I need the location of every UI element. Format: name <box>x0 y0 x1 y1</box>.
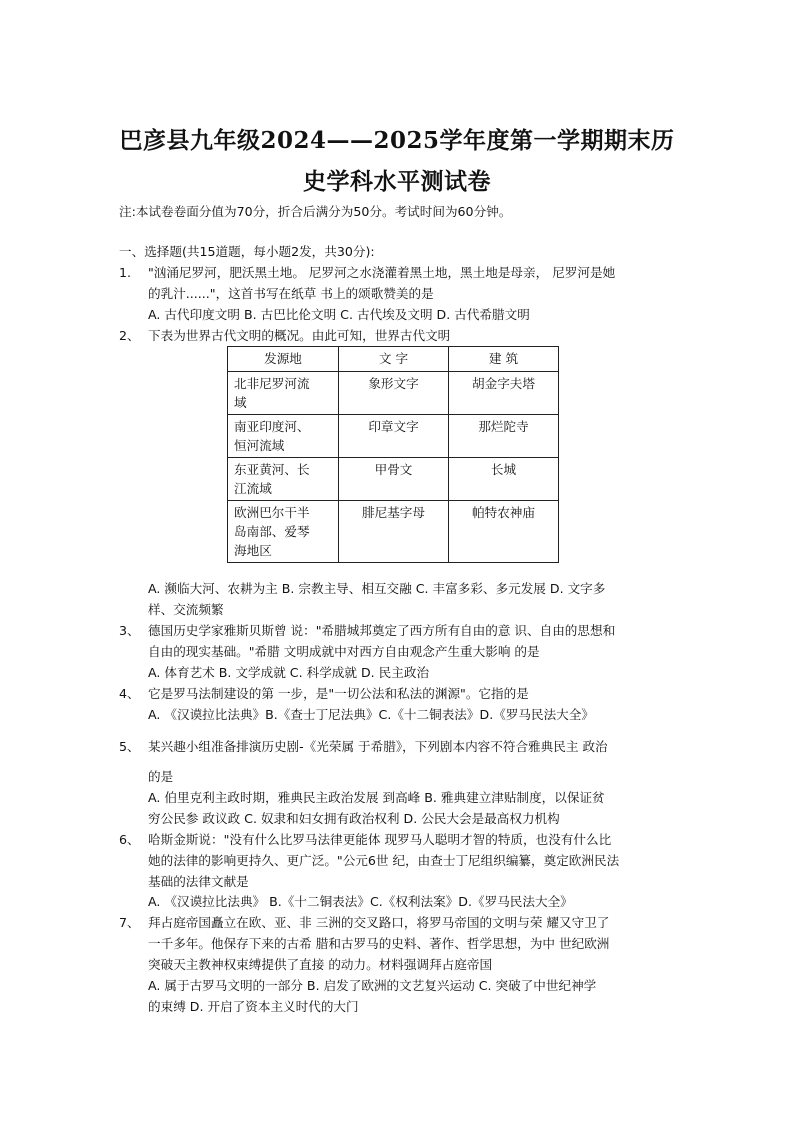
question-6-options: A. 《汉谟拉比法典》 B.《十二铜表法》C.《权利法案》D.《罗马民法大全》 <box>148 894 573 909</box>
table-cell-building: 那烂陀寺 <box>449 415 559 458</box>
table-cell-script: 印章文字 <box>339 415 449 458</box>
question-6-number: 6、 <box>119 832 140 847</box>
question-2-stem: 下表为世界古代文明的概况。由此可知，世界古代文明 <box>148 328 451 343</box>
table-cell-script: 象形文字 <box>339 372 449 415</box>
question-5-stem-cont: 的是 <box>148 769 174 784</box>
question-2-options: A. 濒临大河、农耕为主 B. 宗教主导、相互交融 C. 丰富多彩、多元发展 D. 文字多 <box>148 581 606 596</box>
question-4-options: A. 《汉谟拉比法典》B.《查士丁尼法典》C.《十二铜表法》D.《罗马民法大全》 <box>148 707 594 722</box>
table-header-script: 文 字 <box>339 347 449 372</box>
question-5-stem: 某兴趣小组准备排演历史剧-《光荣属 于希腊》，下列剧本内容不符合雅典民主 政治 <box>148 739 608 754</box>
table-header-building: 建 筑 <box>449 347 559 372</box>
question-7-stem-cont: 一千多年。他保存下来的古希 腊和古罗马的史料、著作、哲学思想，为中 世纪欧洲 <box>148 936 610 951</box>
exam-title-line1: 巴彦县九年级2024——2025学年度第一学期期末历 <box>119 127 675 154</box>
question-4-number: 4、 <box>119 686 140 701</box>
question-3-stem: 德国历史学家雅斯贝斯曾 说："希腊城邦奠定了西方所有自由的意 识、自由的思想和 <box>148 623 616 638</box>
civilization-table <box>227 346 559 563</box>
table-header-origin: 发源地 <box>228 347 339 372</box>
exam-title-line2: 史学科水平测试卷 <box>303 168 491 195</box>
question-5-number: 5、 <box>119 739 140 754</box>
question-3-number: 3、 <box>119 623 140 638</box>
table-cell-building: 胡金字夫塔 <box>449 372 559 415</box>
table-row <box>228 501 559 563</box>
question-2-options-cont: 样、交流频繁 <box>148 602 224 617</box>
table-header-row <box>228 347 559 372</box>
question-1-options: A. 古代印度文明 B. 古巴比伦文明 C. 古代埃及文明 D. 古代希腊文明 <box>148 307 530 322</box>
exam-note: 注:本试卷卷面分值为70分，折合后满分为50分。考试时间为60分钟。 <box>119 204 512 219</box>
question-1-stem: "汹涌尼罗河，肥沃黑土地。 尼罗河之水浇灌着黑土地，黑土地是母亲， 尼罗河是她 <box>148 265 616 280</box>
table-row <box>228 458 559 501</box>
question-1-stem-cont: 的乳汁......"，这首书写在纸草 书上的颂歌赞美的是 <box>148 286 434 301</box>
question-4-stem: 它是罗马法制建设的第 一步，是"一切公法和私法的渊源"。它指的是 <box>148 686 529 701</box>
section-heading-choice: 一、选择题(共15道题，每小题2发，共30分): <box>119 244 375 259</box>
table-row <box>228 415 559 458</box>
question-7-stem: 拜占庭帝国矗立在欧、亚、非 三洲的交叉路口，将罗马帝国的文明与荣 耀又守卫了 <box>148 915 610 930</box>
table-cell-origin: 南亚印度河、 恒河流域 <box>228 415 339 458</box>
table-cell-building: 帕特农神庙 <box>449 501 559 563</box>
question-6-stem-cont2: 基础的法律文献是 <box>148 874 249 889</box>
question-5-options: A. 伯里克利主政时期，雅典民主政治发展 到高峰 B. 雅典建立津贴制度，以保证贫 <box>148 790 605 805</box>
question-7-stem-cont2: 突破天主教神权束缚提供了直接 的动力。材料强调拜占庭帝国 <box>148 957 493 972</box>
table-cell-origin: 北非尼罗河流 域 <box>228 372 339 415</box>
table-cell-origin: 欧洲巴尔干半 岛南部、爱琴 海地区 <box>228 501 339 563</box>
question-7-options-cont: 的束缚 D. 开启了资本主义时代的大门 <box>148 999 359 1014</box>
table-cell-building: 长城 <box>449 458 559 501</box>
question-1-number: 1. <box>119 265 132 280</box>
table-cell-origin: 东亚黄河、长 江流域 <box>228 458 339 501</box>
question-6-stem-cont: 她的法律的影响更持久、更广泛。"公元6世 纪，由查士丁尼组织编纂，奠定欧洲民法 <box>148 853 620 868</box>
question-7-number: 7、 <box>119 915 140 930</box>
question-6-stem: 哈斯金斯说："没有什么比罗马法律更能体 现罗马人聪明才智的特质，也没有什么比 <box>148 832 612 847</box>
question-2-number: 2、 <box>119 328 140 343</box>
question-3-stem-cont: 自由的现实基础。"希腊 文明成就中对西方自由观念产生重大影响 的是 <box>148 644 540 659</box>
table-row <box>228 372 559 415</box>
table-cell-script: 腓尼基字母 <box>339 501 449 563</box>
table-cell-script: 甲骨文 <box>339 458 449 501</box>
question-3-options: A. 体育艺术 B. 文学成就 C. 科学成就 D. 民主政治 <box>148 665 430 680</box>
question-7-options: A. 属于古罗马文明的一部分 B. 启发了欧洲的文艺复兴运动 C. 突破了中世纪神学 <box>148 978 597 993</box>
question-5-options-cont: 穷公民参 政议政 C. 奴隶和妇女拥有政治权利 D. 公民大会是最高权力机构 <box>148 811 560 826</box>
